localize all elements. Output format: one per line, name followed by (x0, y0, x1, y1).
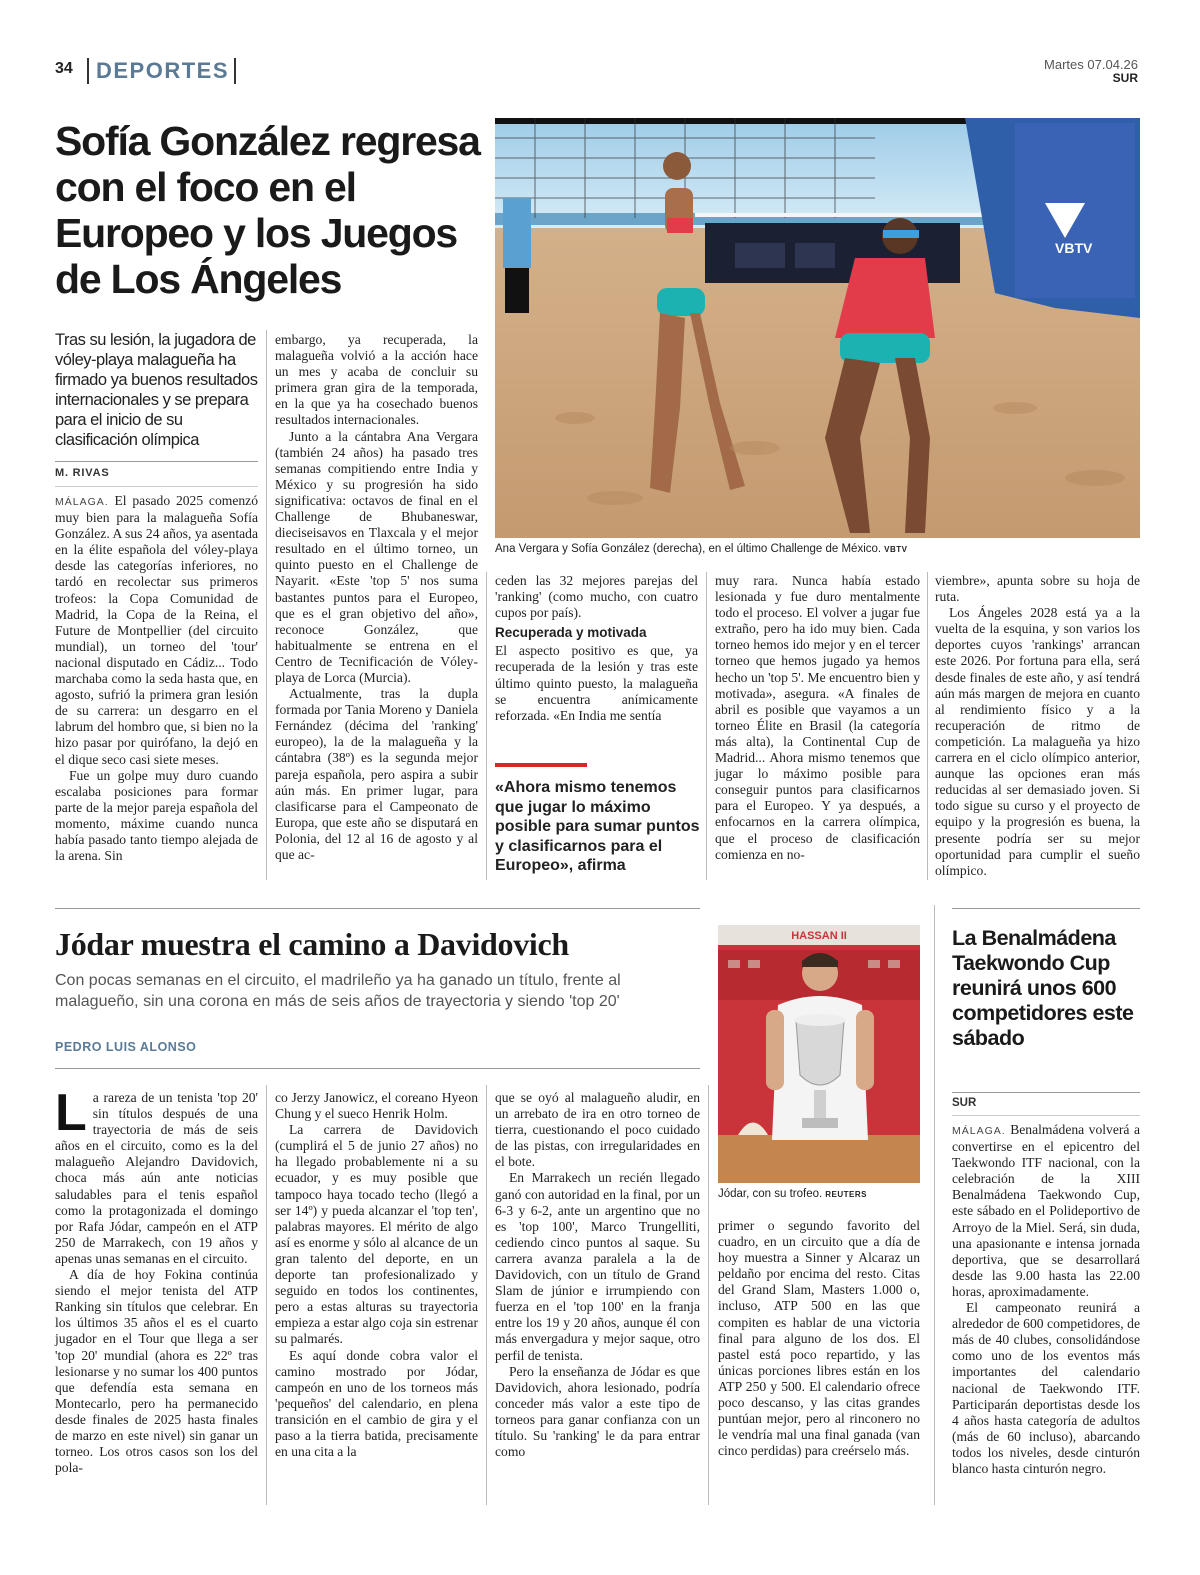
paragraph: A día de hoy Fokina continúa siendo el mejor tenista del ATP Ranking sin títulos que celebrar. En los últimos 35 años el es el cuarto jugador en el Tour que llega a ser 'top 20' mundial (ahora es 22º tras lesionarse y no sumar los 400 puntos que defendía esta semana en Montecarlo, pero ha permanecido desde finales de 2025 hasta finales de marzo en este nivel) sin ganar un torneo. Los otros casos son los del pola- (55, 1267, 258, 1476)
paragraph: Benalmádena volverá a convertirse en el epicentro del Taekwondo ITF nacional, con la celebración de la XIII Benalmádena Taekwondo Cup, este sábado en el Polideportivo de Arroyo de la Miel. Será, sin duda, una apasionante e intensa jornada deportiva, que se desarrollará desde las 9.00 hasta las 22.00 horas, aproximadamente. (952, 1122, 1140, 1299)
article3-body (952, 1122, 1140, 1477)
caption-text: Jódar, con su trofeo. (718, 1188, 823, 1200)
article1-photo-caption (495, 543, 1145, 555)
header-divider (87, 58, 89, 84)
dateline: MÁLAGA. (55, 496, 109, 508)
divider (952, 1092, 1140, 1093)
column-divider (934, 905, 935, 1505)
article1-column-2 (275, 332, 478, 863)
article2-lede: Con pocas semanas en el circuito, el madrileño ya ha ganado un título, frente al malagueño, sin una corona en más de seis años de trayectoria y siendo 'top 20' (55, 972, 621, 1010)
paragraph: Junto a la cántabra Ana Vergara (también 24 años) ha pasado tres semanas compitiendo entre India y México y su progresión ha sido significativa: octavos de final en el Challenge de Bhubaneswar, dieciseisavos en Tlaxcala y el mejor resultado en el último torneo, un quinto puesto en el Challenge de Nayarit. «Este 'top 5' nos suma bastantes puntos para el Europeo, que es el gran objetivo del año», reconoce González, que habitualmente se entrena en el Centro de Tecnificación de Vóley-playa de Lorca (Murcia). (275, 428, 478, 685)
article1-column-4 (715, 573, 920, 863)
paragraph: El pasado 2025 comenzó muy bien para la malagueña Sofía González. A sus 24 años, ya asentada en la élite española del vóley-playa desde las categorías inferiores, no tardó en recolectar sus primeros trofeos: la Copa Comunidad de Madrid, la Copa de la Reina, el Future de Montpellier (del circuito mundial), un torneo del 'tour' nacional disputado en Cádiz... Todo marchaba como la seda hasta que, en agosto, sufrió la primera gran lesión de su carrera: un desgarro en el labrum del hombro que, si bien no la hizo pasar por quirófano, la dejó en el dique seco casi siete meses. (55, 493, 258, 767)
paragraph: El campeonato reunirá a alrededor de 600 competidores, de más de 40 clubes, consolidándose como uno de los eventos más importantes del calendario nacional de Taekwondo ITF. Participarán deportistas desde los 4 años hasta categoría de adultos (más de 60 incluso), abarcando todos los niveles, desde cinturón blanco hasta cinturón negro. (952, 1300, 1140, 1476)
paragraph: El aspecto positivo es que, ya recuperada de la lesión y tras este último quinto puesto, la malagueña se encuentra anímicamente reforzada. «En India me sentía (495, 643, 698, 723)
article2-byline: PEDRO LUIS ALONSO (55, 1040, 197, 1054)
article3-headline: La Benalmádena Taekwondo Cup reunirá unos 600 competidores este sábado (952, 926, 1134, 1050)
paragraph: viembre», apunta sobre su hoja de ruta. (935, 573, 1140, 605)
column-divider (927, 572, 928, 880)
column-divider (708, 1085, 709, 1505)
article1-subhead: Recuperada y motivada (495, 625, 647, 641)
paragraph: Actualmente, tras la dupla formada por Tania Moreno y Daniela Fernández (décima del 'ranking' europeo), la de la malagueña y la cántabra (38º) es la segunda mejor pareja española, pero aspira a subir aún más. En primer lugar, para clasificarse para el Campeonato de Europa, que este año se disputará en Polonia, del 12 al 16 de agosto y al que ac- (275, 686, 478, 862)
paragraph: Pero la enseñanza de Jódar es que Davidovich, ahora lesionado, podría conceder más valor a este tipo de torneos para ganar confianza con un título. Su 'ranking' le da para entrar como (495, 1363, 700, 1460)
paragraph: En Marrakech un recién llegado ganó con autoridad en la final, por un 6-3 y 6-2, ante un argentino que no es 'top 100', Marco Trungelliti, cediendo cinco puntos al saque. Su carrera avanza paralela a la de Davidovich, con un título de Grand Slam de júnior e irrumpiendo con fuerza en el 'top 100' en la franja entre los 19 y 20 años, aunque él con más envergadura y mejor saque, otro perfil de tenista. (495, 1170, 700, 1363)
divider (55, 461, 258, 462)
divider (952, 1115, 1140, 1116)
paragraph: ceden las 32 mejores parejas del 'ranking' (como mucho, con cuatro cupos por país). (495, 573, 698, 621)
pull-quote-accent (495, 763, 587, 767)
article1-pull-quote: «Ahora mismo tenemos que jugar lo máximo posible para sumar puntos y clasificarnos para el Europeo», afirma (495, 779, 700, 874)
photo-credit: VBTV (884, 545, 908, 554)
column-divider (266, 330, 267, 880)
article2-photo (718, 925, 920, 1183)
tennis-trophy-photo (718, 925, 920, 1183)
article1-headline: Sofía González regresa con el foco en el Europeo y los Juegos de Los Ángeles (55, 118, 480, 302)
paragraph: co Jerzy Janowicz, el coreano Hyeon Chung y el sueco Henrik Holm. (275, 1090, 478, 1122)
page-number: 34 (55, 60, 73, 77)
dateline: MÁLAGA. (952, 1125, 1006, 1137)
article1-column-5 (935, 573, 1140, 879)
article2-column-2 (275, 1090, 478, 1460)
drop-cap: L (55, 1084, 87, 1142)
article1-lede: Tras su lesión, la jugadora de vóley-playa malagueña ha firmado ya buenos resultados internacionales y se prepara para el inicio de su clasificación olímpica (55, 331, 258, 449)
paragraph: Es aquí donde cobra valor el camino mostrado por Jódar, campeón en uno de los torneos más 'pequeños' del calendario, en plena transición en el cambio de gira y el paso a la tierra batida, precisamente en una cita a la (275, 1347, 478, 1460)
column-divider (706, 572, 707, 880)
paragraph: primer o segundo favorito del cuadro, en un circuito que a día de hoy muestra a Sinner y Alcaraz un peldaño por encima del resto. Citas del Grand Slam, Masters 1.000 o, incluso, ATP 500 en las que compiten es hablar de una victoria final para alguno de los dos. El pastel está poco repartido, y las únicas porciones libres están en los ATP 250 y 500. El calendario ofrece poco descanso, y las citas grandes puntúan mejor, pero al rinconero no le vendría mal una final ganada (van cinco perdidas) para creérselo más. (718, 1218, 920, 1459)
paragraph: muy rara. Nunca había estado lesionada y fue duro mentalmente todo el proceso. El volver a jugar fue extraño, pero ha ido muy bien. Cada torneo hemos ido mejor y en el tercer torneo que hemos jugado ya hemos hecho un 'top 5'. Me encuentro bien y motivada», asegura. «A finales de abril es posible que vayamos a un torneo Élite en Brasil (la categoría más alta), la Continental Cup de Madrid... Ahora mismo tenemos que jugar lo máximo posible para conseguir puntos para clasificarnos para el Europeo. Y ya después, a enfocarnos en la carrera olímpica, que el proceso de clasificación comienza en no- (715, 573, 920, 862)
column-divider (266, 1085, 267, 1505)
publication-name: SUR (1112, 71, 1138, 85)
divider (55, 486, 258, 487)
article1-column-3 (495, 573, 698, 724)
article2-column-4 (718, 1218, 920, 1459)
photo-banner-text: VBTV (1055, 240, 1093, 256)
paragraph: embargo, ya recuperada, la malagueña volvió a la acción hace un mes y acaba de concluir su primera gran gira de la temporada, en la que ya ha cosechado buenos resultados internacionales. (275, 332, 478, 428)
column-divider (486, 572, 487, 880)
article2-photo-caption (718, 1188, 928, 1200)
section-divider (952, 908, 1140, 909)
column-divider (486, 1085, 487, 1505)
article1-photo (495, 118, 1140, 538)
paragraph: que se oyó al malagueño aludir, en un arrebato de ira en otro torneo de tierra, cuestionando el poco cuidado de las pistas, con irregularidades en el bote. (495, 1090, 700, 1170)
article3-byline: SUR (952, 1097, 977, 1109)
article2-headline: Jódar muestra el camino a Davidovich (55, 926, 569, 962)
section-divider (55, 908, 700, 909)
article2-column-3 (495, 1090, 700, 1460)
issue-date: Martes 07.04.26 (1044, 57, 1138, 72)
paragraph: a rareza de un tenista 'top 20' sin títulos después de una trayectoria de más de seis años en el circuito, como es la del malagueño Alejandro Davidovich, choca más aún ante noticias saludables para el tenis español como la protagonizada el domingo por Rafa Jódar, campeón en el ATP 250 de Marrakech, con 19 años y apenas unas semanas en el circuito. (55, 1090, 258, 1266)
article1-column-1 (55, 493, 258, 864)
header-divider (234, 58, 236, 84)
article1-byline: M. RIVAS (55, 467, 110, 479)
photo-banner-text: HASSAN II (791, 930, 847, 942)
section-title: DEPORTES (96, 58, 230, 83)
article2-column-1 (55, 1084, 258, 1476)
paragraph: Los Ángeles 2028 está ya a la vuelta de la esquina, y son varios los deportes cuyos 'rankings' arrancan este 2026. Por fortuna para ella, será desde finales de este año, y así tendrá aún más margen de mejora en cuanto al rendimiento físico y a la recuperación de ritmo de competición. La malagueña ya hizo carrera en el ciclo olímpico anterior, aunque las opciones eran más reducidas al ser demasiado joven. Si todo sigue su curso y el proyecto de equipo y la progresión es buena, la presente podría ser su mejor oportunidad para cumplir el sueño olímpico. (935, 605, 1140, 878)
beach-volleyball-photo (495, 118, 1140, 538)
paragraph: La carrera de Davidovich (cumplirá el 5 de junio 27 años) no ha llegado probablemente ni a su ecuador, y es muy posible que tampoco haya tocado techo (llegó a ser 14º) y pueda alcanzar el 'top ten', palabras mayores. El mérito de algo así es enorme y sólo al alcance de un gran talento del deporte, en un deporte tan profesionalizado y seguido en todos los continentes, pero a estas alturas su trayectoria empieza a estar algo coja sin estrenar su palmarés. (275, 1122, 478, 1347)
divider (55, 1068, 700, 1069)
photo-credit: REUTERS (825, 1190, 867, 1199)
caption-text: Ana Vergara y Sofía González (derecha), en el último Challenge de México. (495, 543, 882, 555)
paragraph: Fue un golpe muy duro cuando escalaba posiciones para formar parte de la mejor pareja española del momento, máxime cuando nunca había pasado tanto tiempo alejada de la arena. Sin (55, 767, 258, 864)
